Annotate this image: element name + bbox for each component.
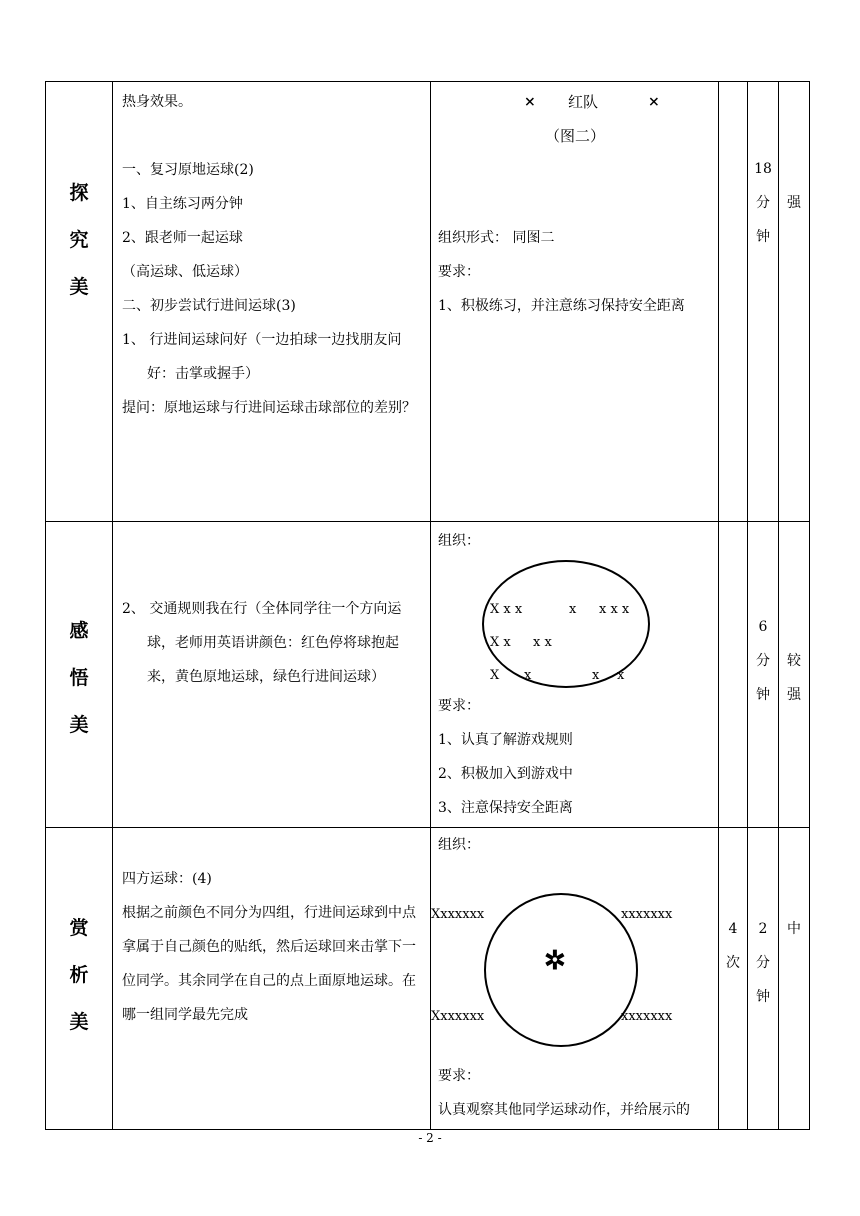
team-line [438, 85, 712, 119]
group-marks: Xxxxxxx [431, 1009, 485, 1024]
team-label: 红队 [568, 93, 599, 111]
time-value: 2 [758, 921, 768, 937]
organization-cell [431, 82, 719, 522]
stage-char: 赏 [69, 917, 89, 939]
time-unit: 分 [756, 955, 770, 971]
content-cell [113, 828, 431, 1130]
count-unit: 次 [726, 955, 740, 971]
intensity-value: 中 [787, 921, 801, 937]
org-line: 3、注意保持安全距离 [438, 800, 573, 816]
group-marks: xxxxxxx [621, 907, 673, 922]
count-cell [719, 828, 748, 1130]
org-label: 组织： [438, 533, 480, 549]
stage-char: 悟 [69, 667, 89, 689]
student-mark: x [524, 668, 532, 683]
stage-char: 美 [69, 714, 89, 736]
stage-char: 究 [69, 229, 89, 251]
org-label: 组织： [438, 837, 480, 853]
content-line: 一、复习原地运球(2) [122, 162, 254, 178]
table-row [46, 828, 810, 1130]
content-line: 1、 行进间运球问好（一边拍球一边找朋友问好：击掌或握手） [122, 332, 402, 382]
group-marks: Xxxxxxx [431, 907, 485, 922]
org-line: 2、积极加入到游戏中 [438, 766, 573, 782]
content-cell [113, 82, 431, 522]
count-cell [719, 82, 748, 522]
student-mark: x [569, 602, 577, 617]
content-line: 提问：原地运球与行进间运球击球部位的差别？ [122, 400, 416, 416]
stage-char: 析 [69, 964, 89, 986]
intensity-cell [779, 522, 810, 828]
center-marker-icon: ✲ [544, 946, 566, 976]
time-unit: 钟 [756, 229, 770, 245]
content-line: 热身效果。 [122, 94, 192, 110]
stage-char: 美 [69, 276, 89, 298]
group-marks: xxxxxxx [621, 1009, 673, 1024]
content-line: 2、跟老师一起运球 [122, 230, 243, 246]
cross-mark: × [524, 94, 536, 110]
student-mark: x [592, 668, 600, 683]
organization-cell [431, 828, 719, 1130]
org-line: 1、认真了解游戏规则 [438, 732, 573, 748]
time-unit: 分 [756, 653, 770, 669]
content-line: （高运球、低运球） [122, 264, 248, 280]
stage-char: 探 [69, 182, 89, 204]
org-line: 要求： [438, 264, 480, 280]
content-line: 二、初步尝试行进间运球(3) [122, 298, 296, 314]
stage-cell [46, 82, 113, 522]
stage-char: 感 [69, 620, 89, 642]
page-number: - 2 - [418, 1131, 442, 1145]
stage-cell [46, 828, 113, 1130]
time-value: 18 [754, 161, 772, 177]
time-cell [748, 82, 779, 522]
student-mark: X [490, 668, 500, 683]
student-mark: x x [533, 635, 552, 650]
student-mark: X x x [490, 602, 523, 617]
content-line [122, 119, 424, 153]
student-mark: x x x [599, 602, 630, 617]
cross-mark: × [648, 94, 660, 110]
diagram-caption: （图二） [544, 127, 605, 145]
content-line: 2、 交通规则我在行（全体同学往一个方向运球，老师用英语讲颜色：红色停将球抱起来，黄色原地运球，绿色行进间运球） [122, 601, 402, 685]
time-unit: 分 [756, 195, 770, 211]
table-row [46, 82, 810, 522]
organization-cell [431, 522, 719, 828]
time-cell [748, 522, 779, 828]
org-line: 要求： [438, 698, 480, 714]
time-cell [748, 828, 779, 1130]
time-unit: 钟 [756, 687, 770, 703]
content-line: 1、自主练习两分钟 [122, 196, 243, 212]
time-value: 6 [758, 619, 768, 635]
org-line: 组织形式： 同图二 [438, 230, 555, 246]
time-unit: 钟 [756, 989, 770, 1005]
student-mark: X x [490, 635, 511, 650]
lesson-plan-table [45, 81, 810, 1130]
content-cell [113, 522, 431, 828]
content-line: 四方运球：(4) [122, 871, 212, 887]
table-row [46, 522, 810, 828]
intensity-value: 强 [787, 195, 801, 211]
org-line: 要求： [438, 1068, 480, 1084]
count-cell [719, 522, 748, 828]
stage-char: 美 [69, 1011, 89, 1033]
intensity-value: 强 [787, 687, 801, 703]
content-line: 根据之前颜色不同分为四组，行进间运球到中点拿属于自己颜色的贴纸，然后运球回来击掌下一位同学。其余同学在自己的点上面原地运球。在哪一组同学最先完成 [122, 905, 416, 1023]
org-line: 1、积极练习，并注意练习保持安全距离 [438, 298, 685, 314]
intensity-value: 较 [787, 653, 801, 669]
intensity-cell [779, 828, 810, 1130]
stage-cell [46, 522, 113, 828]
count-value: 4 [728, 921, 738, 937]
student-mark: x [617, 668, 625, 683]
intensity-cell [779, 82, 810, 522]
org-line: 认真观察其他同学运球动作，并给展示的 [438, 1102, 690, 1118]
